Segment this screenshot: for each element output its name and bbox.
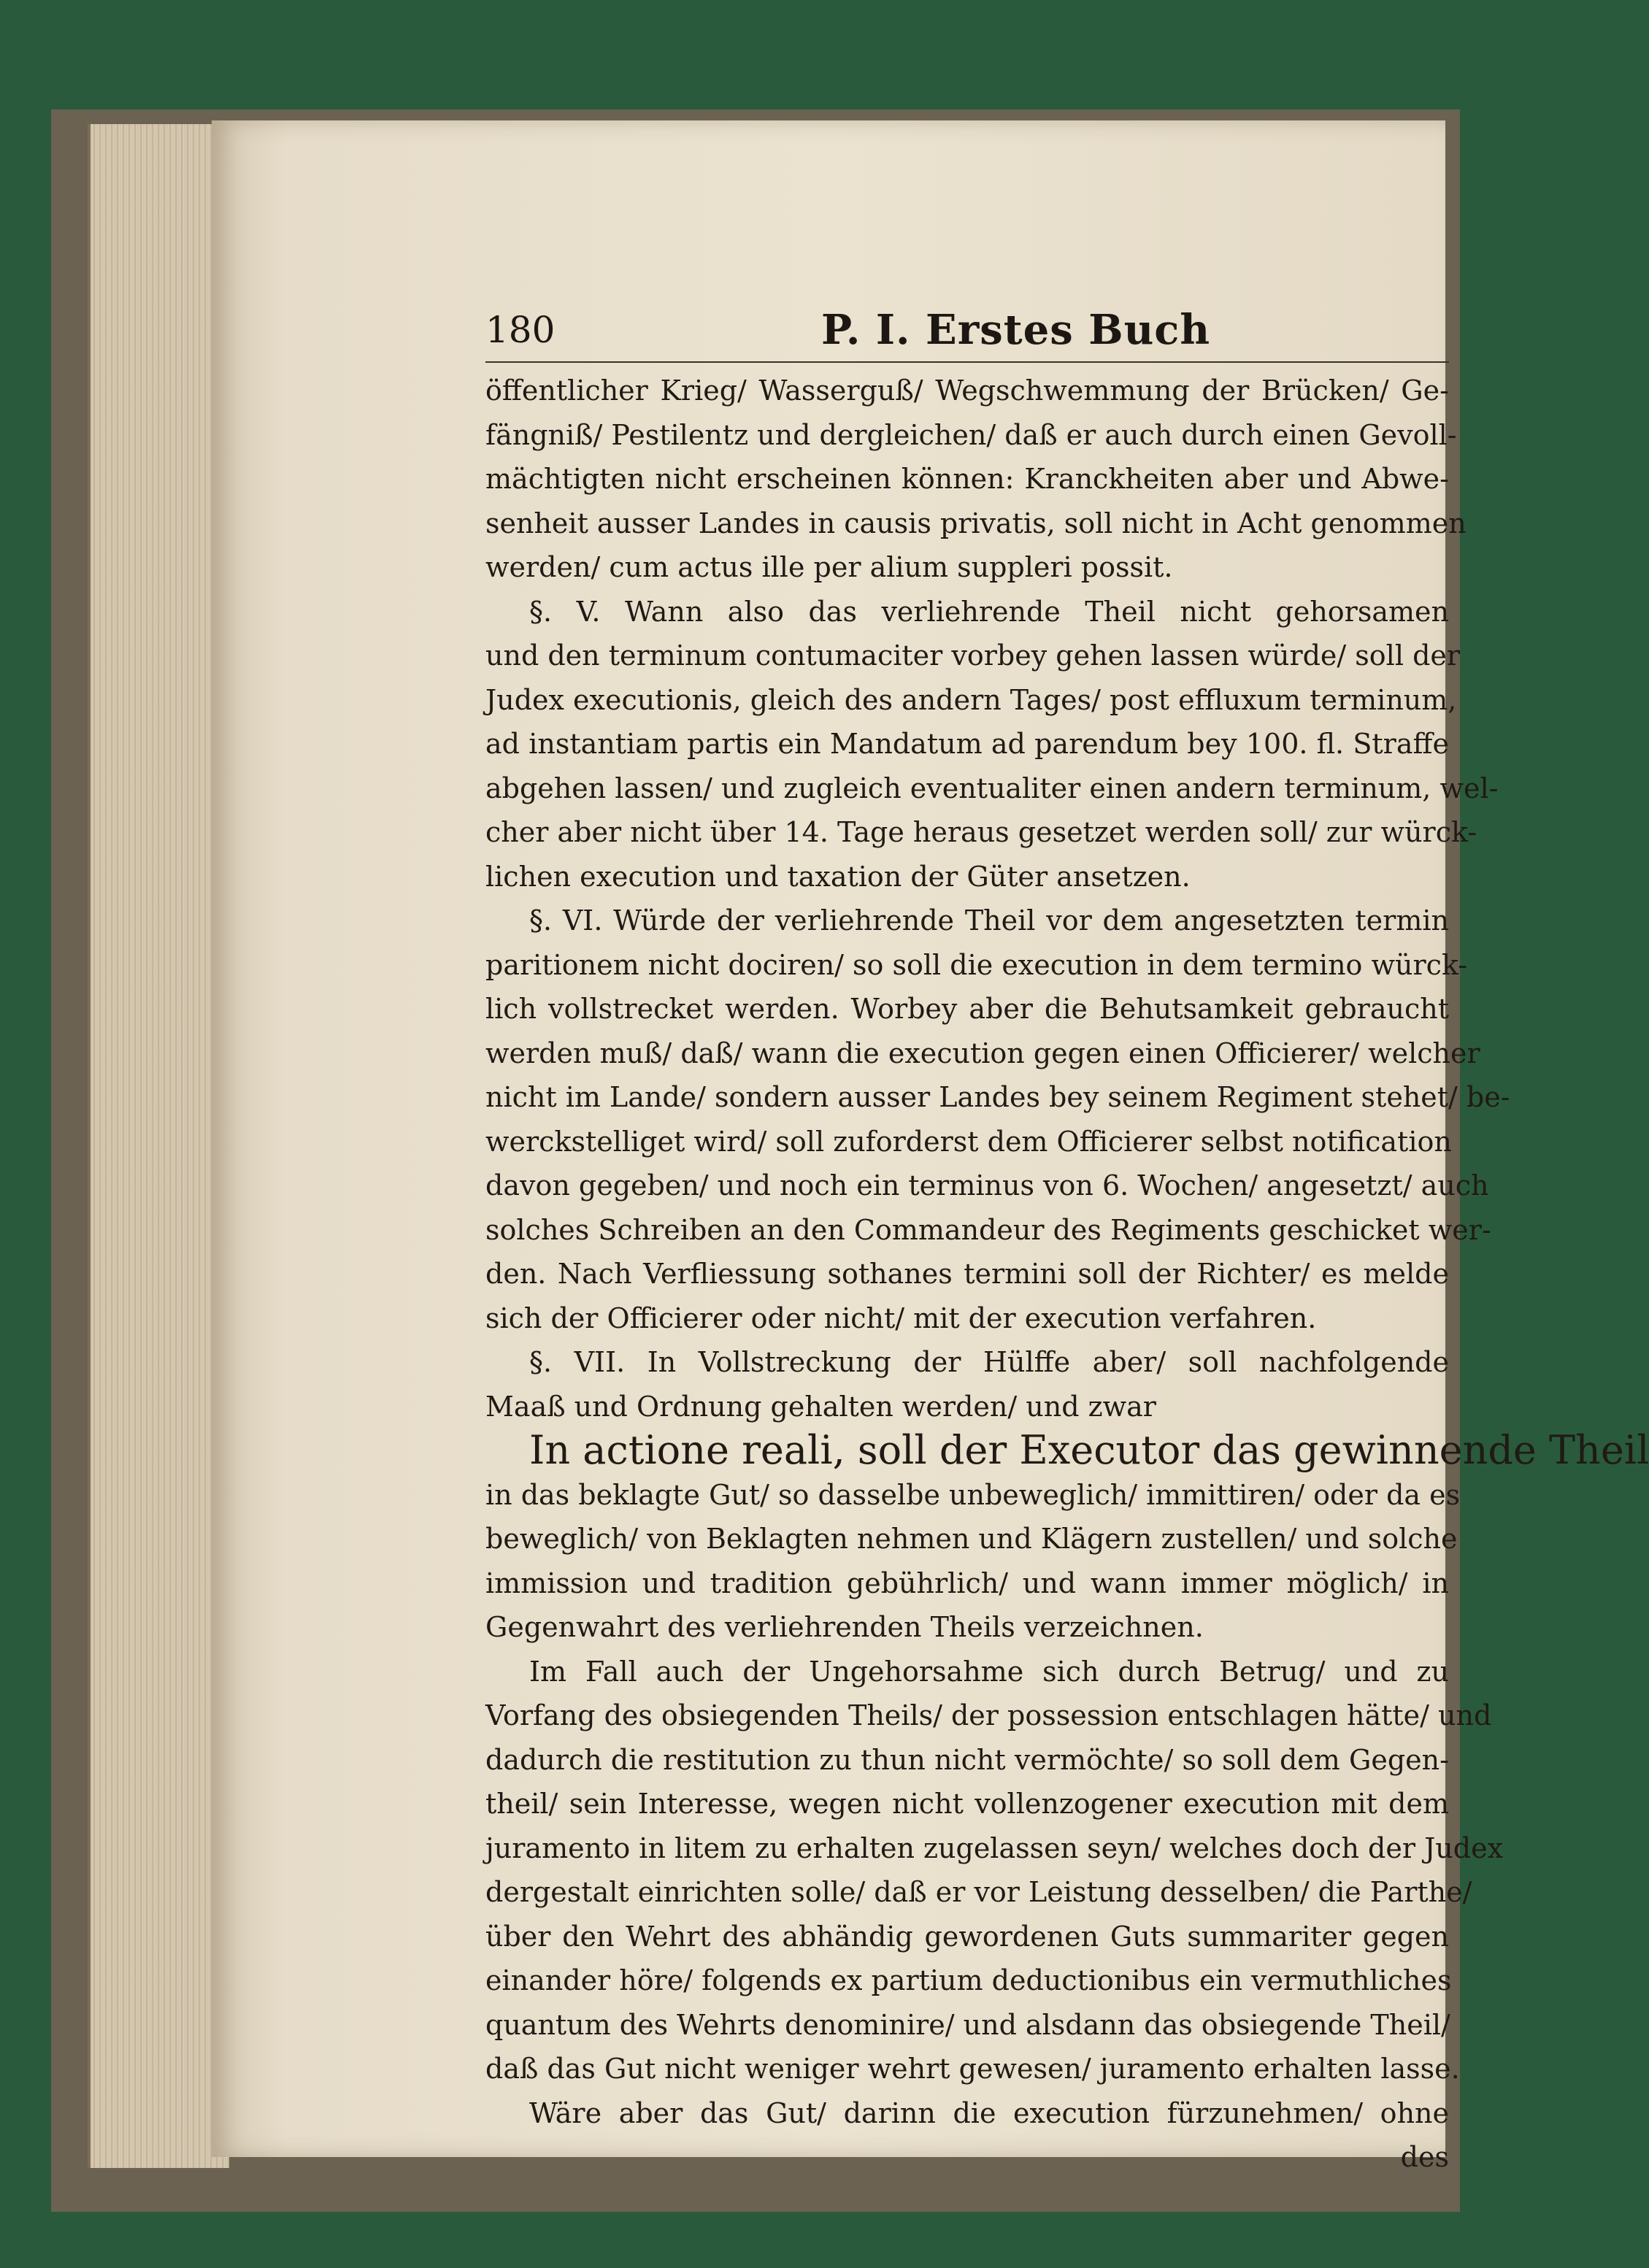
text-line: abgehen lassen/ und zugleich eventualiter einen andern terminum, wel-	[485, 772, 1499, 804]
text-line: davon gegeben/ und noch ein terminus von 6. Wochen/ angesetzt/ auch	[485, 1169, 1489, 1202]
text-line: solches Schreiben an den Commandeur des Regiments geschicket wer-	[485, 1213, 1491, 1246]
text-line: und den terminum contumaciter vorbey gehen lassen würde/ soll der	[485, 639, 1461, 672]
text-line: lichen execution und taxation der Güter ansetzen.	[485, 860, 1191, 893]
text-line: daß das Gut nicht weniger wehrt gewesen/ juramento erhalten lasse.	[485, 2053, 1460, 2085]
text-line: werden muß/ daß/ wann die execution gegen einen Officierer/ welcher	[485, 1037, 1480, 1069]
text-line: in das beklagte Gut/ so dasselbe unbeweglich/ immittiren/ oder da es	[485, 1478, 1461, 1511]
text-line: Maaß und Ordnung gehalten werden/ und zwar	[485, 1390, 1156, 1423]
text-line: quantum des Wehrts denominire/ und alsdann das obsiegende Theil/	[485, 2008, 1450, 2041]
text-line: dadurch die restitution zu thun nicht vermöchte/ so soll dem Gegen-	[485, 1743, 1449, 1776]
text-line: juramento in litem zu erhalten zugelassen seyn/ welches doch der Judex	[485, 1831, 1504, 1864]
text-line: werden/ cum actus ille per alium suppleri possit.	[485, 551, 1173, 583]
page-edges	[88, 124, 229, 2168]
text-line: Vorfang des obsiegenden Theils/ der possession entschlagen hätte/ und	[485, 1699, 1492, 1731]
text-line: cher aber nicht über 14. Tage heraus gesetzet werden soll/ zur würck-	[485, 816, 1477, 848]
text-line: nicht im Lande/ sondern ausser Landes bey seinem Regiment stehet/ be-	[485, 1081, 1510, 1113]
text-line: ad instantiam partis ein Mandatum ad parendum bey 100. fl. Straffe	[485, 728, 1449, 760]
text-line: den. Nach Verfliessung sothanes termini soll der Richter/ es melde	[485, 1258, 1449, 1290]
text-line: dergestalt einrichten solle/ daß er vor Leistung desselben/ die Parthe/	[485, 1876, 1472, 1908]
page-number: 180	[485, 309, 556, 351]
text-line: Gegenwahrt des verliehrenden Theils verzeichnen.	[485, 1611, 1204, 1643]
text-line: lich vollstrecket werden. Worbey aber die Behutsamkeit gebraucht	[485, 993, 1449, 1025]
text-line: paritionem nicht dociren/ so soll die execution in dem termino würck-	[485, 948, 1468, 981]
section-heading-vi: §. VI. Würde der verliehrende Theil vor dem angesetzten termin	[529, 904, 1449, 937]
text-line: einander höre/ folgends ex partium deductionibus ein vermuthliches	[485, 1964, 1452, 1996]
text-line: Judex executionis, gleich des andern Tages/ post effluxum terminum,	[485, 683, 1457, 716]
text-line: senheit ausser Landes in causis privatis, soll nicht in Acht genommen	[485, 507, 1467, 539]
section-heading-v: §. V. Wann also das verliehrende Theil nicht gehorsamen	[529, 595, 1449, 628]
page-header	[485, 303, 1449, 363]
running-title: P. I. Erstes Buch	[821, 306, 1211, 354]
text-line: über den Wehrt des abhändig gewordenen Guts summariter gegen	[485, 1920, 1449, 1953]
text-line: öffentlicher Krieg/ Wasserguß/ Wegschwemmung der Brücken/ Ge-	[485, 374, 1449, 407]
text-line: beweglich/ von Beklagten nehmen und Klägern zustellen/ und solche	[485, 1523, 1458, 1555]
subheading-in-actione-reali: In actione reali, soll der Executor das gewinnende Theil	[529, 1427, 1649, 1473]
text-line: theil/ sein Interesse, wegen nicht vollenzogener execution mit dem	[485, 1788, 1449, 1820]
catchword: des	[1400, 2141, 1449, 2173]
section-heading-vii: §. VII. In Vollstreckung der Hülffe aber/ soll nachfolgende	[529, 1346, 1449, 1378]
text-line: werckstelliget wird/ soll zuforderst dem Officierer selbst notification	[485, 1125, 1452, 1158]
text-line: fängniß/ Pestilentz und dergleichen/ daß er auch durch einen Gevoll-	[485, 418, 1457, 451]
text-line: Wäre aber das Gut/ darinn die execution fürzunehmen/ ohne	[529, 2096, 1449, 2129]
text-line: immission und tradition gebührlich/ und wann immer möglich/ in	[485, 1567, 1449, 1599]
text-line: sich der Officierer oder nicht/ mit der execution verfahren.	[485, 1302, 1317, 1334]
text-line: mächtigten nicht erscheinen können: Kranckheiten aber und Abwe-	[485, 463, 1449, 495]
text-line: Im Fall auch der Ungehorsahme sich durch Betrug/ und zu	[529, 1655, 1449, 1688]
body-text	[485, 369, 1649, 2180]
